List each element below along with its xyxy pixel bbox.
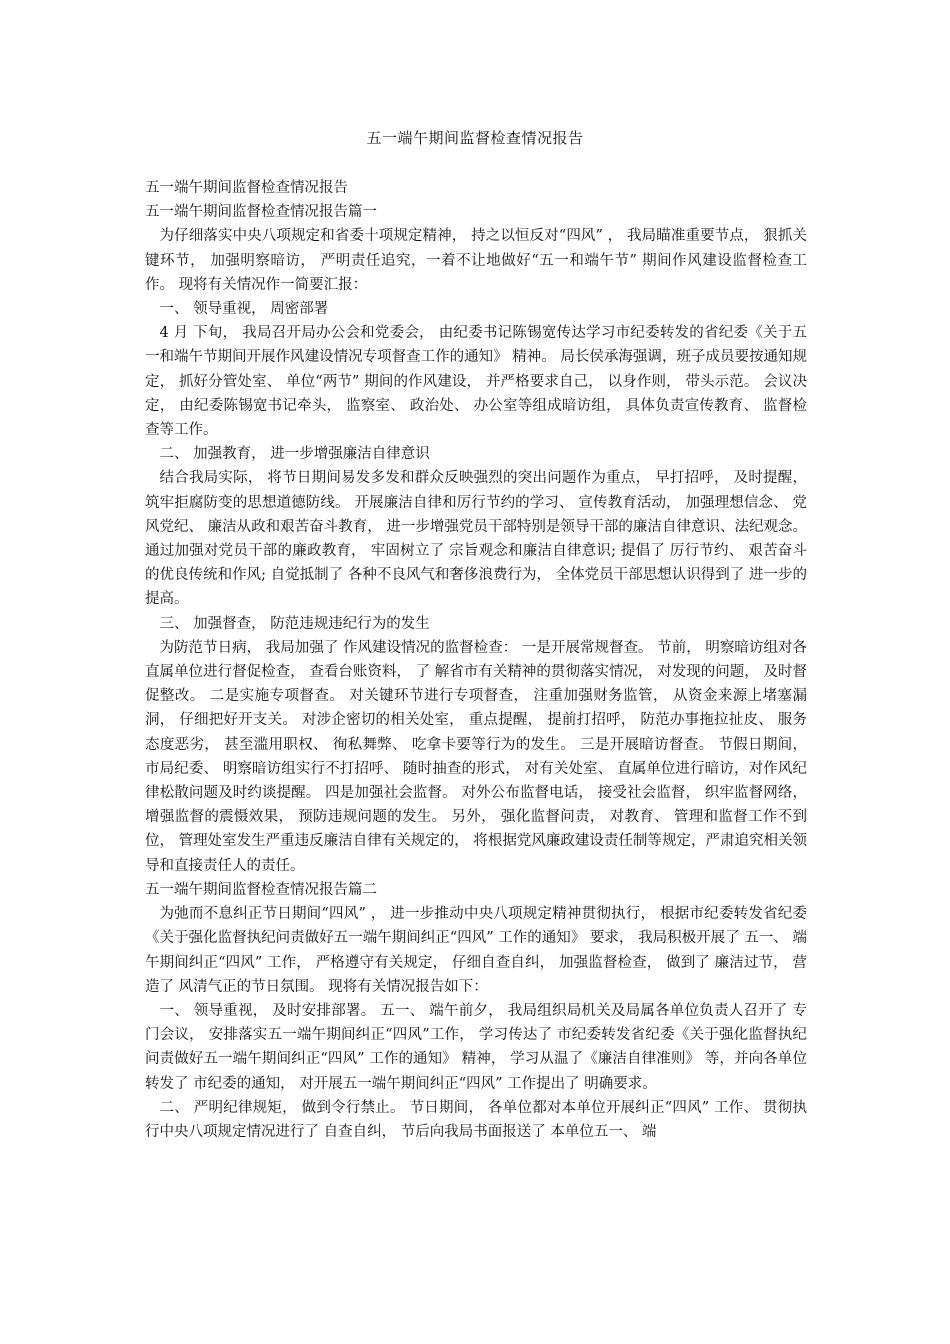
section-three-heading: 三、 加强督查， 防范违规违纪行为的发生 [159,615,430,632]
section-one-paragraph: 4 月 下旬， 我局召开局办公会和党委会， 由纪委书记陈锡宽传达学习市纪委转发的省纪委《关于五一和端午节期间开展作风建设情况专项督查工作的通知》 精神。 局长侯承海强调，班子成员要按通知规定， 抓好分管处室、 单位“两节” 期间的作风建设， 并严格要求自己， 以身作则， 带头示范。 会议决定， 由纪委陈锡宽书记牵头， 监察室、 政治处、 办公室等组成暗访组， 具体负责宣传教育、 监督检查等工作。 [145,325,807,439]
document-title: 五一端午期间监督检查情况报告 [366,129,584,147]
section-three-paragraph: 为防范节日病， 我局加强了 作风建设情况的监督检查： 一是开展常规督查。 节前， 明察暗访组对各直属单位进行督促检查， 查看台账资料， 了 解省市有关精神的贯彻落实情况， 对发现的问题， 及时督促整改。 二是实施专项督查。 对关键环节进行专项督查， 注重加强财务监管， 从资金来源上堵塞漏洞， 仔细把好开支关。 对涉企密切的相关处室， 重点提醒， 提前打招呼， 防范办事拖拉扯皮、 服务态度恶劣， 甚至滥用职权、 徇私舞弊、 吃拿卡要等行为的发生。 三是开展暗访督查。 节假日期间， 市局纪委、 明察暗访组实行不打招呼、 随时抽查的形式， 对有关处室、 直属单位进行暗访，对作风纪律松散问题及时约谈提醒。 四是加强社会监督。 对外公布监督电话， 接受社会监督， 织牢监督网络， 增强监督的震慑效果， 预防违规问题的发生。 另外， 强化监督问责， 对教育、 管理和监督工作不到位， 管理处室发生严重违反廉洁自律有关规定的， 将根据党风廉政建设责任制等规定，严肃追究相关领导和直接责任人的责任。 [145,639,807,874]
section-two-heading: 二、 加强教育， 进一步增强廉洁自律意识 [159,446,430,463]
part-two-heading: 五一端午期间监督检查情况报告篇二 [145,881,377,898]
part-two-section-one-paragraph: 一、 领导重视， 及时安排部署。 五一、 端午前夕， 我局组织局机关及局属各单位负责人召开了 专门会议， 安排落实五一端午期间纠正“四风”工作， 学习传达了 市纪委转发省纪委《关于强化监督执纪问责做好五一端午期间纠正“四风” 工作的通知》 精神， 学习从温了《廉洁自律准则》 等，并向各单位转发了 市纪委的通知， 对开展五一端午期间纠正“四风” 工作提出了 明确要求。 [145,1002,807,1092]
part-one-heading: 五一端午期间监督检查情况报告篇一 [145,204,377,221]
part-two-section-two-paragraph: 二、 严明纪律规矩， 做到令行禁止。 节日期间， 各单位都对本单位开展纠正“四风” 工作、 贯彻执行中央八项规定情况进行了 自查自纠， 节后向我局书面报送了 本单位五一、 端 [145,1099,807,1140]
subtitle: 五一端午期间监督检查情况报告 [145,180,348,196]
part-two-intro-paragraph: 为弛而不息纠正节日期间“四风” ， 进一步推动中央八项规定精神贯彻执行， 根据市纪委转发省纪委《关于强化监督执纪问责做好五一端午期间纠正“四风” 工作的通知》 要求， 我局积极开展了 五一、 端午期间纠正“四风” 工作， 严格遵守有关规定， 仔细自查自纠， 加强监督检查， 做到了 廉洁过节， 营造了 风清气正的节日氛围。 现将有关情况报告如下： [145,906,807,995]
document-body [145,176,807,1144]
intro-paragraph: 为仔细落实中央八项规定和省委十项规定精神， 持之以恒反对“四风” ， 我局瞄准重要节点， 狠抓关键环节， 加强明察暗访， 严明责任追究，一着不让地做好“五一和端午节” 期间作风建设监督检查工作。 现将有关情况作一简要汇报： [145,228,807,293]
section-two-paragraph: 结合我局实际， 将节日期间易发多发和群众反映强烈的突出问题作为重点， 早打招呼， 及时提醒， 筑牢拒腐防变的思想道德防线。 开展廉洁自律和厉行节约的学习、 宣传教育活动， 加强理想信念、 党风党纪、 廉洁从政和艰苦奋斗教育， 进一步增强党员干部特别是领导干部的廉洁自律意识、法纪观念。 通过加强对党员干部的廉政教育， 牢固树立了 宗旨观念和廉洁自律意识; 提倡了 厉行节约、 艰苦奋斗的优良传统和作风; 自觉抵制了 各种不良风气和奢侈浪费行为， 全体党员干部思想认识得到了 进一步的提高。 [145,470,807,608]
section-one-heading: 一、 领导重视， 周密部署 [159,301,329,318]
